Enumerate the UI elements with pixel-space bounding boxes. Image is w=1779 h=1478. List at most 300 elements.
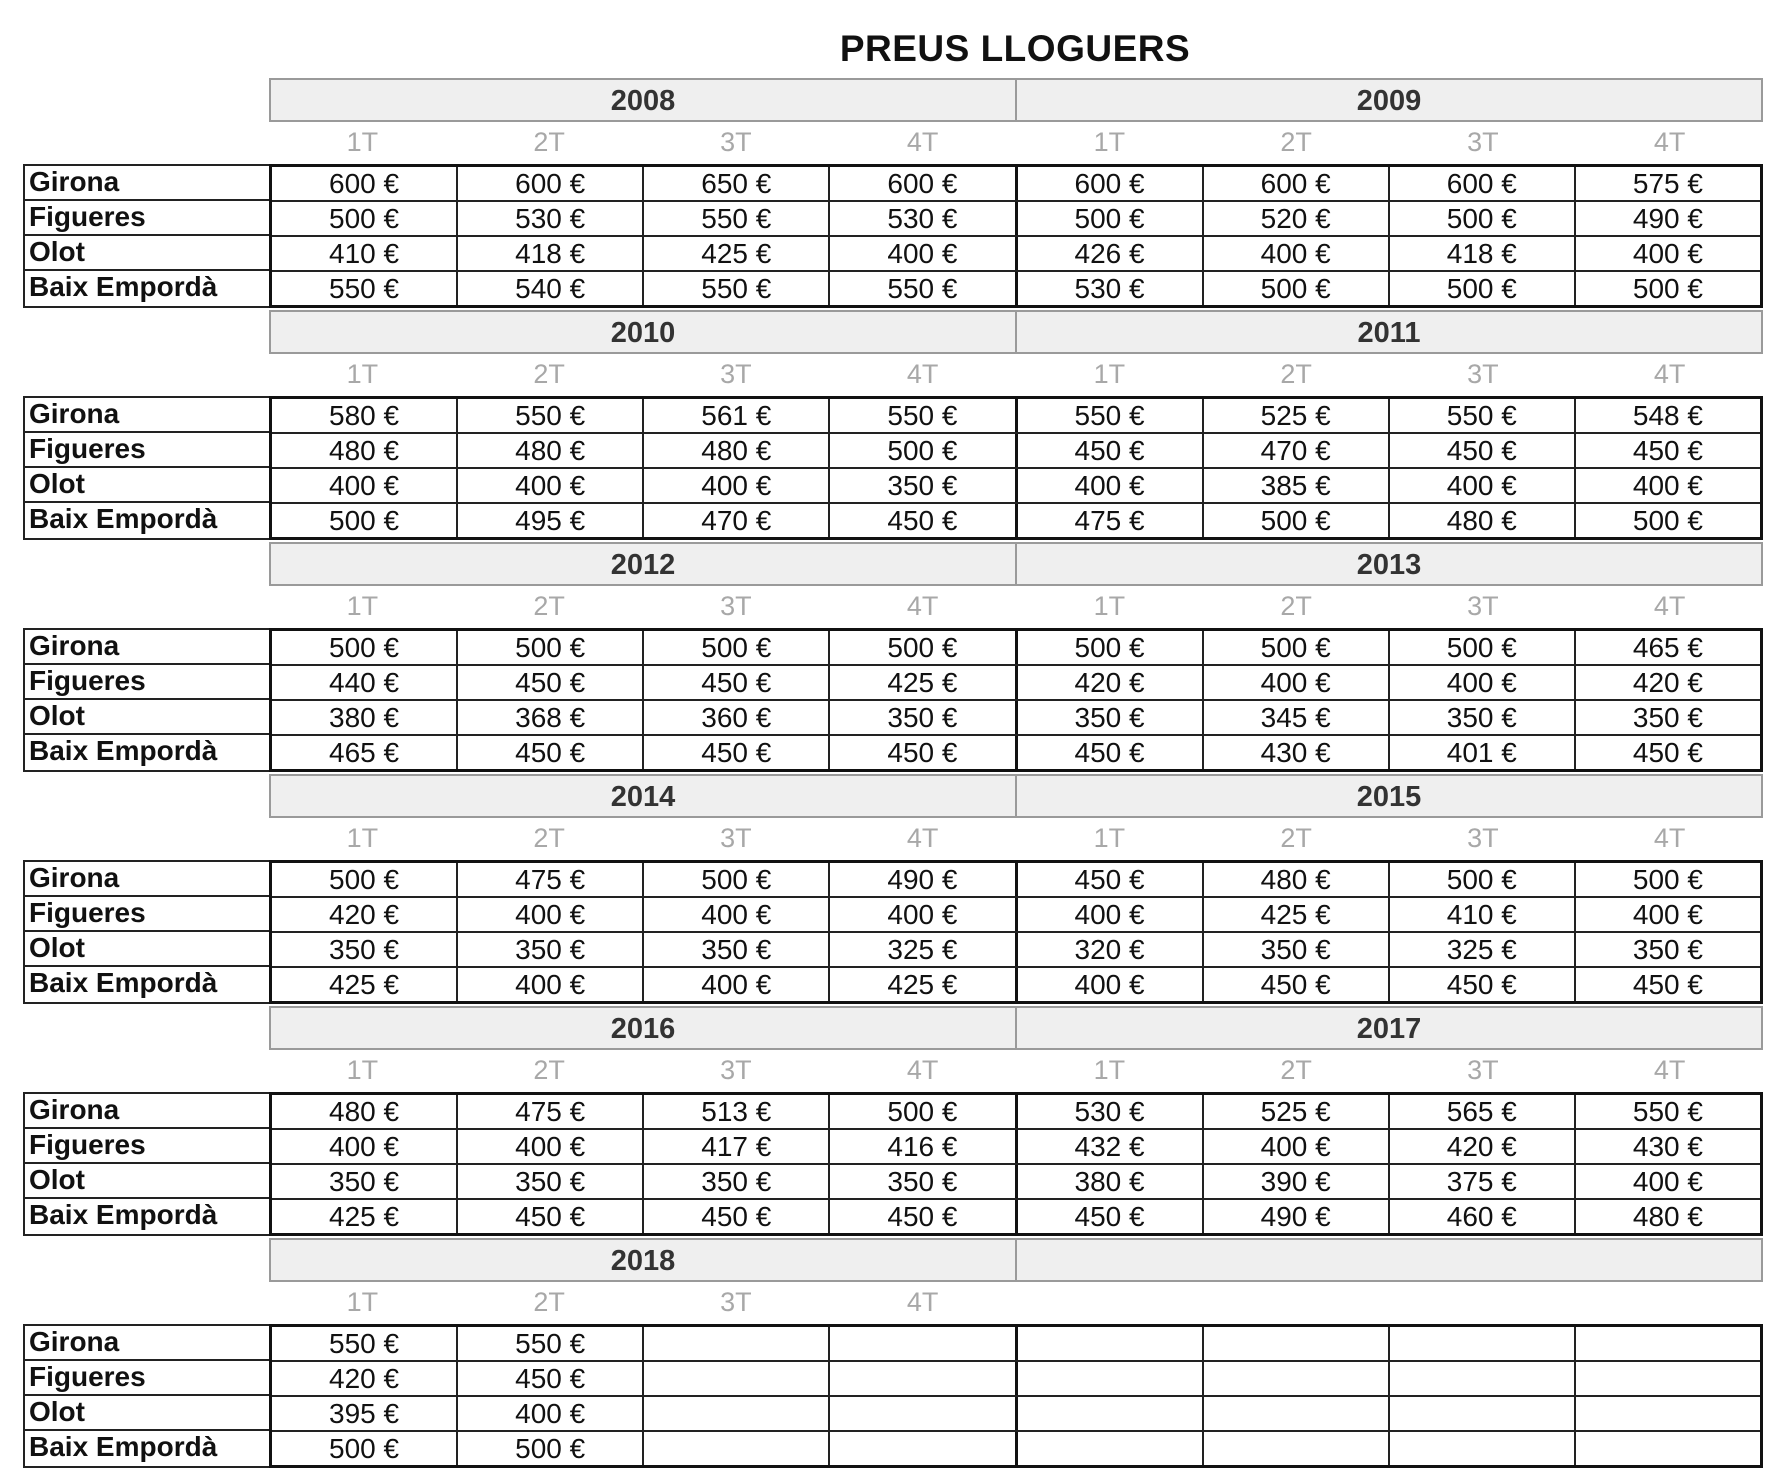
price-cell [1204,1397,1390,1430]
location-label: Baix Empordà [29,503,218,534]
price-cell [1390,1327,1576,1360]
price-cell: 368 € [458,701,644,734]
quarter-header: 3T [720,823,752,853]
quarter-header: 4T [906,127,939,157]
price-cell [1204,1327,1390,1360]
price-cell: 426 € [1018,237,1204,270]
price-cell [1576,1362,1760,1395]
page-title: PREUS LLOGUERS [839,28,1191,69]
price-cell: 600 € [1204,167,1390,200]
quarter-header [1576,1284,1763,1320]
quarter-header: 4T [906,359,939,389]
price-cell: 475 € [458,1095,644,1128]
price-cell: 430 € [1632,1131,1703,1162]
quarter-header: 2T [533,1055,565,1085]
price-cell: 530 € [458,202,644,235]
quarter-header: 4T [906,823,939,853]
price-cell: 470 € [644,504,830,537]
price-cell: 550 € [1390,399,1576,432]
price-cell: 550 € [644,272,830,305]
location-label: Olot [25,700,269,735]
quarter-header: 2T [1280,359,1312,389]
table-row [272,701,1760,736]
price-cell: 390 € [1204,1165,1390,1198]
price-cell: 540 € [458,272,644,305]
price-cell: 500 € [1632,864,1703,895]
table-row [272,504,1760,537]
year-block [23,542,1763,774]
price-cell [1018,1362,1204,1395]
price-cell [1576,1432,1760,1465]
quarter-header: 4T [1653,127,1686,157]
price-cell: 400 € [458,898,644,931]
price-cell [1018,1397,1204,1430]
price-cell: 425 € [830,666,1017,699]
year-header: 2010 [271,312,1017,352]
year-header: 2009 [1356,85,1422,117]
price-cell: 350 € [644,1165,830,1198]
price-cell: 420 € [1018,666,1204,699]
price-cell: 400 € [458,968,644,1001]
quarter-header: 1T [346,1287,379,1317]
location-label: Girona [25,630,269,665]
location-label: Baix Empordà [29,271,218,302]
price-cell: 480 € [458,434,644,467]
quarter-header: 2T [1280,823,1312,853]
price-cell: 550 € [272,1327,458,1360]
price-cell [1018,1432,1204,1465]
price-cell: 500 € [1632,273,1703,304]
price-cell: 450 € [644,1200,830,1233]
year-header: 2017 [1356,1013,1422,1045]
location-label: Olot [25,468,269,503]
location-label: Figueres [25,665,269,700]
quarter-header: 2T [533,1287,565,1317]
quarter-header: 2T [533,359,565,389]
price-cell: 400 € [1632,899,1703,930]
price-cell: 550 € [830,399,1017,432]
location-labels [23,1324,269,1468]
price-cell: 500 € [458,1432,644,1465]
location-label: Girona [25,1326,269,1361]
price-cell: 400 € [644,898,830,931]
price-cell: 450 € [644,736,830,769]
table-row [272,399,1760,434]
price-cell: 561 € [644,399,830,432]
price-cell: 530 € [830,202,1017,235]
location-labels [23,396,269,540]
quarter-header: 2T [1280,591,1312,621]
price-cell: 490 € [1204,1200,1390,1233]
price-cell: 600 € [458,167,644,200]
price-cell: 500 € [1018,631,1204,664]
price-grid [269,1092,1763,1236]
price-cell: 400 € [458,469,644,502]
price-cell: 417 € [644,1130,830,1163]
price-cell: 500 € [1390,202,1576,235]
price-cell: 520 € [1204,202,1390,235]
price-cell: 400 € [1204,1130,1390,1163]
table-row [272,968,1760,1001]
quarter-header: 4T [906,1287,939,1317]
quarter-header: 1T [1093,359,1126,389]
price-cell: 450 € [1390,434,1576,467]
quarter-header: 2T [533,823,565,853]
price-cell [1390,1432,1576,1465]
year-block [23,1238,1763,1470]
price-cell: 400 € [1632,238,1703,269]
price-cell: 380 € [1018,1165,1204,1198]
quarter-header: 3T [1467,591,1499,621]
price-cell: 450 € [458,666,644,699]
table-row [272,863,1760,898]
price-grid [269,1324,1763,1468]
price-cell: 500 € [272,863,458,896]
price-cell [830,1397,1017,1430]
price-cell: 400 € [1018,968,1204,1001]
year-header: 2018 [271,1240,1017,1280]
price-grid [269,628,1763,772]
year-block [23,1006,1763,1238]
quarter-header: 4T [1653,1055,1686,1085]
price-cell: 420 € [272,1362,458,1395]
price-cell: 600 € [1018,167,1204,200]
location-label: Girona [25,398,269,433]
location-labels [23,860,269,1004]
table-row [272,666,1760,701]
price-cell: 416 € [830,1130,1017,1163]
price-cell: 400 € [272,1130,458,1163]
location-labels [23,1092,269,1236]
price-cell: 450 € [1018,736,1204,769]
price-cell: 401 € [1390,736,1576,769]
quarter-header: 3T [720,127,752,157]
price-cell: 530 € [1018,1095,1204,1128]
price-cell: 410 € [1390,898,1576,931]
table-row [272,434,1760,469]
price-cell [644,1362,830,1395]
quarter-header: 4T [906,591,939,621]
year-block [23,310,1763,542]
price-cell: 350 € [272,1165,458,1198]
quarter-header: 3T [1467,823,1499,853]
price-cell: 325 € [1390,933,1576,966]
quarter-header: 3T [1467,127,1499,157]
price-cell: 418 € [458,237,644,270]
price-cell: 420 € [1390,1130,1576,1163]
price-cell: 420 € [1632,667,1703,698]
year-block [23,78,1763,310]
price-cell: 350 € [1018,701,1204,734]
price-cell: 565 € [1390,1095,1576,1128]
quarter-header-row [269,356,1763,392]
price-cell: 500 € [272,1432,458,1465]
price-cell: 450 € [1390,968,1576,1001]
price-grid [269,164,1763,308]
table-row [272,1432,1760,1465]
quarter-header-row [269,1052,1763,1088]
price-cell [644,1327,830,1360]
price-cell: 500 € [272,631,458,664]
quarter-header: 1T [1093,823,1126,853]
quarter-header: 4T [906,1055,939,1085]
price-cell: 350 € [830,701,1017,734]
price-cell: 490 € [830,863,1017,896]
quarter-header [1203,1284,1390,1320]
price-cell: 425 € [644,237,830,270]
price-cell: 400 € [644,968,830,1001]
location-label: Olot [25,1164,269,1199]
price-cell: 500 € [830,434,1017,467]
price-cell: 350 € [458,933,644,966]
location-label: Baix Empordà [29,967,218,998]
price-cell: 410 € [272,237,458,270]
year-header: 2015 [1356,781,1422,813]
price-cell: 465 € [272,736,458,769]
price-cell: 550 € [1018,399,1204,432]
price-grid [269,860,1763,1004]
price-cell: 550 € [458,1327,644,1360]
price-cell: 500 € [1204,272,1390,305]
price-cell: 530 € [1018,272,1204,305]
price-cell: 550 € [458,399,644,432]
quarter-header: 1T [346,1055,379,1085]
price-cell: 600 € [830,167,1017,200]
price-cell [1576,1397,1760,1430]
price-cell: 548 € [1632,400,1703,431]
price-cell: 400 € [1390,666,1576,699]
quarter-header: 2T [533,127,565,157]
price-cell: 580 € [272,399,458,432]
price-cell: 450 € [1204,968,1390,1001]
quarter-header: 3T [1467,1055,1499,1085]
price-cell: 400 € [644,469,830,502]
price-cell [644,1397,830,1430]
price-cell: 450 € [458,1362,644,1395]
price-cell: 400 € [830,237,1017,270]
price-cell: 432 € [1018,1130,1204,1163]
table-row [272,469,1760,504]
price-cell: 380 € [272,701,458,734]
location-label: Baix Empordà [29,1199,218,1230]
price-cell: 480 € [1390,504,1576,537]
price-cell: 480 € [1204,863,1390,896]
price-cell: 400 € [458,1397,644,1430]
year-header-row [269,1238,1763,1282]
price-cell: 350 € [1390,701,1576,734]
table-row [272,933,1760,968]
quarter-header: 1T [346,823,379,853]
price-cell: 450 € [1018,434,1204,467]
price-cell: 450 € [830,736,1017,769]
table-row [272,1095,1760,1130]
table-row [272,1362,1760,1397]
location-labels [23,164,269,308]
price-cell: 450 € [830,1200,1017,1233]
price-cell: 465 € [1632,632,1703,663]
price-cell: 650 € [644,167,830,200]
quarter-header: 3T [720,1055,752,1085]
price-cell: 400 € [1390,469,1576,502]
year-header: 2013 [1356,549,1422,581]
price-cell [1204,1362,1390,1395]
quarter-header: 4T [1653,359,1686,389]
price-cell: 550 € [1632,1096,1703,1127]
price-cell: 400 € [272,469,458,502]
price-cell: 350 € [644,933,830,966]
quarter-header: 1T [1093,127,1126,157]
year-header: 2012 [271,544,1017,584]
table-row [272,1165,1760,1200]
price-cell: 600 € [1390,167,1576,200]
quarter-header: 2T [533,591,565,621]
price-cell: 500 € [1390,631,1576,664]
year-header: 2016 [271,1008,1017,1048]
price-cell: 500 € [272,202,458,235]
price-cell [644,1432,830,1465]
quarter-header: 3T [720,1287,752,1317]
year-block [23,774,1763,1006]
location-label: Olot [25,1396,269,1431]
price-cell: 450 € [1018,1200,1204,1233]
price-cell: 500 € [272,504,458,537]
quarter-header: 3T [720,359,752,389]
location-label: Olot [25,932,269,967]
price-cell: 500 € [1632,505,1703,536]
price-cell: 418 € [1390,237,1576,270]
table-row [272,631,1760,666]
price-cell: 500 € [644,631,830,664]
location-label: Figueres [25,1129,269,1164]
price-cell: 345 € [1204,701,1390,734]
price-cell: 440 € [272,666,458,699]
table-row [272,1130,1760,1165]
quarter-header: 1T [346,359,379,389]
price-cell: 325 € [830,933,1017,966]
price-cell [830,1327,1017,1360]
quarter-header-row [269,820,1763,856]
price-cell [830,1362,1017,1395]
quarter-header-row [269,588,1763,624]
price-cell: 525 € [1204,399,1390,432]
price-cell [1390,1362,1576,1395]
price-cell: 525 € [1204,1095,1390,1128]
rent-prices-table [23,78,1763,1470]
location-label: Girona [25,166,269,201]
price-cell: 480 € [1632,1201,1703,1232]
quarter-header-row [269,124,1763,160]
price-cell: 400 € [1204,237,1390,270]
price-cell [830,1432,1017,1465]
price-cell: 450 € [1018,863,1204,896]
price-cell: 430 € [1204,736,1390,769]
price-cell: 395 € [272,1397,458,1430]
price-cell: 500 € [1018,202,1204,235]
price-cell: 500 € [644,863,830,896]
price-cell: 400 € [1018,469,1204,502]
price-cell: 500 € [1204,504,1390,537]
price-grid [269,396,1763,540]
location-label: Figueres [25,433,269,468]
price-cell: 490 € [1632,203,1703,234]
price-cell: 350 € [272,933,458,966]
year-header: 2014 [271,776,1017,816]
quarter-header: 1T [346,127,379,157]
price-cell [1204,1432,1390,1465]
price-cell: 450 € [458,736,644,769]
price-cell [1018,1327,1204,1360]
table-row [272,1327,1760,1362]
price-cell: 450 € [1632,435,1703,466]
year-header [1017,1240,1761,1280]
price-cell: 425 € [830,968,1017,1001]
quarter-header: 1T [1093,591,1126,621]
table-row [272,167,1760,202]
price-cell [1576,1327,1760,1360]
price-cell: 375 € [1390,1165,1576,1198]
price-cell: 385 € [1204,469,1390,502]
price-cell: 360 € [644,701,830,734]
price-cell: 450 € [1632,737,1703,768]
price-cell: 350 € [1632,934,1703,965]
table-row [272,1200,1760,1233]
price-cell: 400 € [1204,666,1390,699]
price-cell: 460 € [1390,1200,1576,1233]
price-cell: 480 € [644,434,830,467]
price-cell: 450 € [1632,969,1703,1000]
price-cell: 350 € [1632,702,1703,733]
price-cell: 350 € [1204,933,1390,966]
price-cell: 480 € [272,434,458,467]
price-cell: 500 € [830,1095,1017,1128]
table-row [272,237,1760,272]
year-header-row [269,1006,1763,1050]
price-cell: 480 € [272,1095,458,1128]
location-label: Figueres [25,201,269,236]
price-cell: 350 € [458,1165,644,1198]
table-row [272,1397,1760,1432]
year-header-row [269,78,1763,122]
price-cell: 450 € [830,504,1017,537]
price-cell: 425 € [272,968,458,1001]
location-labels [23,628,269,772]
quarter-header: 3T [1467,359,1499,389]
price-cell: 420 € [272,898,458,931]
price-cell: 513 € [644,1095,830,1128]
quarter-header [1016,1284,1203,1320]
location-label: Baix Empordà [29,735,218,766]
quarter-header: 2T [1280,1055,1312,1085]
quarter-header: 4T [1653,591,1686,621]
year-header-row [269,310,1763,354]
location-label: Girona [25,1094,269,1129]
price-cell: 400 € [1632,1166,1703,1197]
year-header: 2008 [271,80,1017,120]
price-cell: 320 € [1018,933,1204,966]
price-cell: 575 € [1632,168,1703,199]
location-label: Baix Empordà [29,1431,218,1462]
table-row [272,272,1760,305]
quarter-header: 3T [720,591,752,621]
price-cell: 500 € [1390,863,1576,896]
price-cell: 450 € [458,1200,644,1233]
price-cell: 450 € [644,666,830,699]
price-cell: 400 € [830,898,1017,931]
price-cell: 500 € [1204,631,1390,664]
price-cell: 550 € [644,202,830,235]
year-header-row [269,774,1763,818]
price-cell: 550 € [272,272,458,305]
